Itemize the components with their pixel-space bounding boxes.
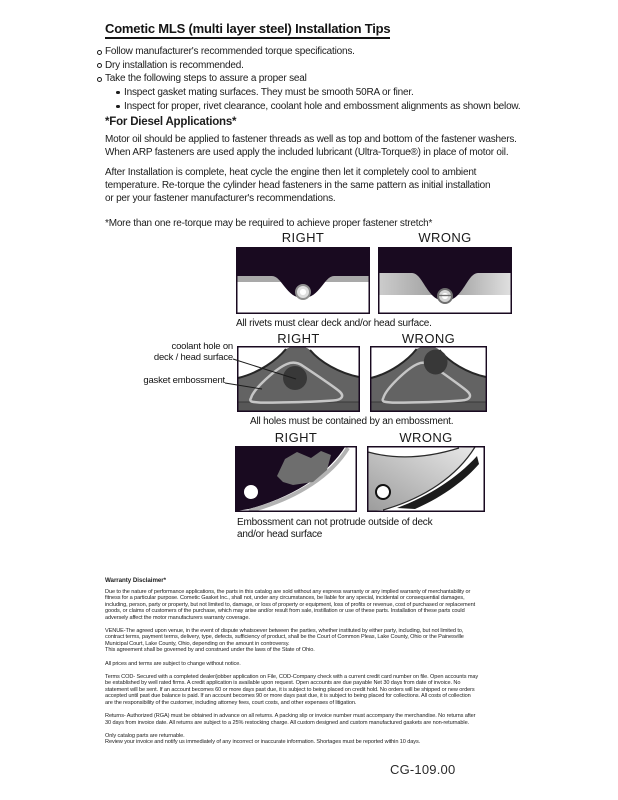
rivet-clearance-right-diagram [236,247,370,314]
embossment-containment-wrong-diagram [370,346,487,412]
embossment-containment-right-diagram [237,346,360,412]
gasket-embossment-annotation: gasket embossment [143,375,225,386]
wrong-label: WRONG [399,430,453,445]
text-line: temperature. Re-torque the cylinder head fasteners in the same pattern as initial installation [105,179,491,191]
text-line: and/or head surface [237,528,323,540]
text-line: Municipal Court, Lake County, Ohio, depending on the amount in controversy. [105,640,290,647]
text-line: statement will be sent. If an account becomes 60 or more days past due, it is subject to being placed on credit hold. No orders will be shipped or new orders [105,686,475,693]
text-line: Only catalog parts are returnable. [105,732,185,739]
text-line: accepted until past due balance is paid. If an account becomes 90 or more days past due, it is subject to being placed for collections. All costs of collection [105,693,471,700]
text-line: goods, or claims of customers of the purchase, which may arise and/or result from sale, instillation or use of these parts. Installation of these parts could [105,608,465,615]
right-label: RIGHT [281,230,325,245]
text-line: Due to the nature of performance applications, the parts in this catalog are sold without any express warranty or any implied warranty of merchantability or [105,589,471,595]
text-line: or per your fastener manufacturer's recommendations. [105,192,336,204]
embossment-caption: All holes must be contained by an embossment. [250,416,454,427]
right-label: RIGHT [274,430,318,445]
text-line: are the responsibility of the customer, including attorney fees, court costs, and other expenses of litigation. [105,699,357,706]
text-line: Motor oil should be applied to fastener threads as well as top and bottom of the fastener washers. [105,134,517,145]
text-line: deck / head surface [153,351,233,363]
text-line: adversely affect the motor manufacturers warranty coverage. [105,614,250,621]
text-line: When ARP fasteners are used apply the included lubricant (Ultra-Torque®) in place of motor oil. [105,146,509,158]
coolant-hole-annotation [110,342,233,363]
page-number: CG-109.00 [390,762,456,777]
rivet-clearance-wrong-diagram [378,247,512,314]
bullet-item: Dry installation is recommended. [97,60,575,72]
diesel-heading: *For Diesel Applications* [105,116,237,128]
disclaimer-paragraph [105,674,535,706]
text-line: fitness for a particular purpose. Cometic Gasket Inc., shall not, under any circumstances, be liable for any special, incidental or consequential damages, [105,595,465,602]
wrong-label: WRONG [401,331,456,346]
text-line: including, person, party or property, but not limited to, damage, or loss of property or equipment, loss of profits or revenue, cost of purchased or replacement [105,601,476,608]
text-line: Terms COD- Secured with a completed dealer/jobber application on File, COD-Company check with a current credit card number on file. Open accounts may [105,674,479,681]
bullet-item: Take the following steps to assure a proper seal [97,73,575,85]
sub-bullet-item: Inspect for proper, rivet clearance, coolant hole and embossment alignments as shown below. [116,101,575,113]
protrusion-caption [237,517,432,540]
disclaimer-paragraph [105,589,535,621]
diesel-applications-section [105,116,585,229]
disclaimer-heading: Warranty Disclaimer* [105,577,167,584]
rivet-caption: All rivets must clear deck and/or head surface. [236,318,432,329]
text-line: This agreement shall be governed by and construed under the laws of the State of Ohio. [105,647,315,654]
disclaimer-paragraph [105,628,535,654]
retorque-note: *More than one re-torque may be required to achieve proper fastener stretch* [105,217,433,229]
right-label: RIGHT [277,331,320,346]
diesel-paragraph [105,167,585,206]
text-line: 30 days from invoice date. All returns are subject to a 25% restocking charge. All custom designed and custom manufactured gaskets are non-returnable. [105,719,470,726]
disclaimer-paragraph [105,713,535,726]
page-title: Cometic MLS (multi layer steel) Installation Tips [105,21,390,39]
text-line: All prices and terms are subject to change without notice. [105,660,241,667]
sub-bullet-item: Inspect gasket mating surfaces. They must be smooth 50RA or finer. [116,87,575,99]
text-line: be established by well rated firms. A credit application is available upon request. Open accounts are due payable Net 30 days from date of invoice. No [105,680,461,687]
installation-tips-section [105,20,575,114]
warranty-disclaimer-section [105,577,535,753]
bullet-item: Follow manufacturer's recommended torque specifications. [97,46,575,58]
protrusion-wrong-diagram [367,446,485,512]
tips-bullet-list [105,46,575,112]
text-line: Returns- Authorized (RGA) must be obtained in advance on all returns. A packing slip or invoice number must accompany the merchandise. No returns after [105,713,476,720]
disclaimer-paragraph [105,733,535,746]
wrong-label: WRONG [418,230,472,245]
text-line: Review your invoice and notify us immediately of any incorrect or inaccurate information. Shortages must be reported within 10 days. [105,739,421,746]
text-line: After Installation is complete, heat cycle the engine then let it completely cool to ambient [105,166,477,178]
diesel-paragraph [105,134,585,160]
text-line: coolant hole on [171,341,233,352]
protrusion-right-diagram [235,446,357,512]
text-line: contract terms, payment terms, delivery, type, defects, sufficiency of product, shall be the Court of Common Pleas, Lake County, Ohio or the Painesville [105,634,464,641]
disclaimer-paragraph [105,661,535,667]
text-line: VENUE-The agreed upon venue, in the event of dispute whatsoever between the parties, whether instituted by either party, including, but not limited to, [105,628,464,635]
text-line: Embossment can not protrude outside of deck [237,517,433,528]
